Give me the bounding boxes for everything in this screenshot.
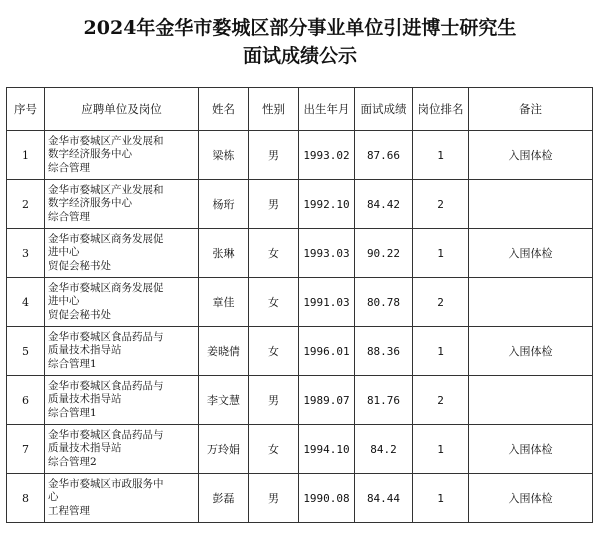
- cell-note: [469, 376, 593, 425]
- unit-line: 工程管理: [48, 504, 90, 517]
- cell-index: 4: [7, 278, 45, 327]
- unit-line: 质量技术指导站: [48, 393, 122, 406]
- cell-gender: 男: [249, 474, 299, 523]
- header-rank: 岗位排名: [413, 88, 469, 131]
- table-row: [7, 131, 593, 180]
- cell-score: 87.66: [355, 131, 413, 180]
- unit-line: 贸促会秘书处: [48, 259, 111, 272]
- cell-unit: [45, 474, 199, 523]
- unit-line: 金华市婺城区食品药品与: [48, 330, 164, 343]
- cell-gender: 女: [249, 425, 299, 474]
- unit-line: 数字经济服务中心: [48, 197, 132, 210]
- unit-line: 质量技术指导站: [48, 344, 122, 357]
- unit-line: 金华市婺城区商务发展促: [48, 281, 164, 294]
- header-note: 备注: [469, 88, 593, 131]
- table-row: [7, 474, 593, 523]
- cell-index: 7: [7, 425, 45, 474]
- cell-note: [469, 278, 593, 327]
- cell-name: 彭磊: [199, 474, 249, 523]
- header-score: 面试成绩: [355, 88, 413, 131]
- cell-gender: 男: [249, 180, 299, 229]
- cell-score: 84.44: [355, 474, 413, 523]
- unit-line: 心: [48, 491, 59, 504]
- unit-line: 进中心: [48, 295, 80, 308]
- cell-birth: 1992.10: [299, 180, 355, 229]
- table-row: [7, 278, 593, 327]
- unit-line: 金华市婺城区商务发展促: [48, 232, 164, 245]
- unit-line: 金华市婺城区市政服务中: [48, 477, 164, 490]
- header-unit: 应聘单位及岗位: [45, 88, 199, 131]
- cell-rank: 1: [413, 425, 469, 474]
- cell-gender: 女: [249, 229, 299, 278]
- unit-line: 综合管理1: [48, 406, 97, 419]
- cell-score: 84.42: [355, 180, 413, 229]
- page-title: 2024年金华市婺城区部分事业单位引进博士研究生: [83, 17, 517, 39]
- cell-index: 3: [7, 229, 45, 278]
- cell-note: 入围体检: [469, 229, 593, 278]
- cell-rank: 2: [413, 180, 469, 229]
- unit-line: 综合管理1: [48, 357, 97, 370]
- cell-name: 杨珩: [199, 180, 249, 229]
- cell-name: 张琳: [199, 229, 249, 278]
- cell-birth: 1993.02: [299, 131, 355, 180]
- cell-rank: 1: [413, 229, 469, 278]
- unit-line: 质量技术指导站: [48, 442, 122, 455]
- cell-score: 88.36: [355, 327, 413, 376]
- cell-unit: [45, 229, 199, 278]
- unit-line: 贸促会秘书处: [48, 308, 111, 321]
- cell-rank: 1: [413, 131, 469, 180]
- cell-name: 李文慧: [199, 376, 249, 425]
- cell-index: 8: [7, 474, 45, 523]
- table-header-row: [7, 88, 593, 131]
- cell-name: 章佳: [199, 278, 249, 327]
- unit-line: 金华市婺城区食品药品与: [48, 379, 164, 392]
- cell-index: 1: [7, 131, 45, 180]
- table-row: [7, 425, 593, 474]
- header-gender: 性别: [249, 88, 299, 131]
- cell-unit: [45, 131, 199, 180]
- cell-note: 入围体检: [469, 474, 593, 523]
- cell-unit: [45, 180, 199, 229]
- cell-birth: 1993.03: [299, 229, 355, 278]
- unit-line: 金华市婺城区食品药品与: [48, 428, 164, 441]
- cell-birth: 1989.07: [299, 376, 355, 425]
- cell-gender: 女: [249, 327, 299, 376]
- table-row: [7, 376, 593, 425]
- cell-note: 入围体检: [469, 425, 593, 474]
- cell-score: 90.22: [355, 229, 413, 278]
- cell-unit: [45, 425, 199, 474]
- cell-name: 梁栋: [199, 131, 249, 180]
- table-row: [7, 229, 593, 278]
- cell-name: 姜晓倩: [199, 327, 249, 376]
- table-row: [7, 327, 593, 376]
- unit-line: 进中心: [48, 246, 80, 259]
- cell-birth: 1996.01: [299, 327, 355, 376]
- cell-birth: 1990.08: [299, 474, 355, 523]
- cell-index: 5: [7, 327, 45, 376]
- header-index: 序号: [7, 88, 45, 131]
- unit-line: 金华市婺城区产业发展和: [48, 134, 164, 147]
- unit-line: 综合管理: [48, 210, 90, 223]
- unit-line: 金华市婺城区产业发展和: [48, 183, 164, 196]
- cell-score: 81.76: [355, 376, 413, 425]
- cell-note: [469, 180, 593, 229]
- cell-birth: 1994.10: [299, 425, 355, 474]
- cell-birth: 1991.03: [299, 278, 355, 327]
- cell-rank: 2: [413, 278, 469, 327]
- cell-note: 入围体检: [469, 327, 593, 376]
- cell-note: 入围体检: [469, 131, 593, 180]
- cell-unit: [45, 278, 199, 327]
- cell-index: 6: [7, 376, 45, 425]
- cell-gender: 女: [249, 278, 299, 327]
- cell-name: 万玲娟: [199, 425, 249, 474]
- unit-line: 综合管理: [48, 161, 90, 174]
- header-name: 姓名: [199, 88, 249, 131]
- unit-line: 综合管理2: [48, 455, 97, 468]
- cell-unit: [45, 376, 199, 425]
- page-subtitle: 面试成绩公示: [242, 45, 357, 67]
- cell-gender: 男: [249, 376, 299, 425]
- header-birth: 出生年月: [299, 88, 355, 131]
- cell-score: 80.78: [355, 278, 413, 327]
- cell-rank: 1: [413, 474, 469, 523]
- results-table: [6, 87, 593, 523]
- cell-rank: 2: [413, 376, 469, 425]
- cell-gender: 男: [249, 131, 299, 180]
- unit-line: 数字经济服务中心: [48, 148, 132, 161]
- cell-score: 84.2: [355, 425, 413, 474]
- cell-unit: [45, 327, 199, 376]
- cell-rank: 1: [413, 327, 469, 376]
- table-row: [7, 180, 593, 229]
- cell-index: 2: [7, 180, 45, 229]
